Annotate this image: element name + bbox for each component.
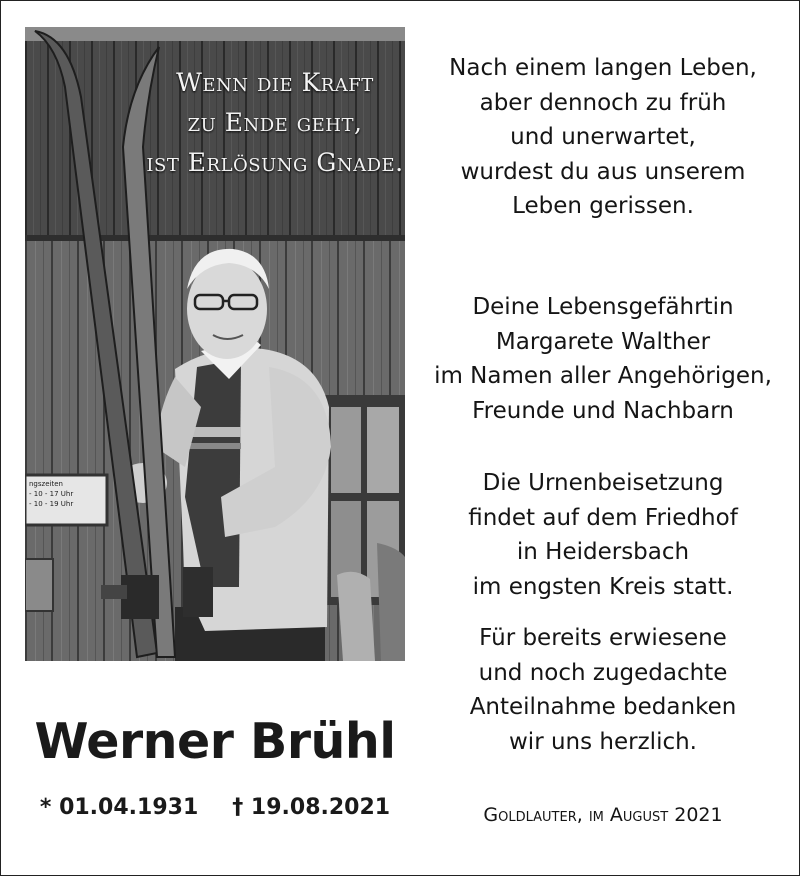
life-dates (25, 795, 405, 820)
text-block-thanks (411, 621, 795, 759)
text-line: und noch zugedachte (478, 659, 728, 686)
text-line: in Heidersbach (516, 539, 690, 565)
text-line: Margarete Walther (495, 328, 711, 355)
text-line: wir uns herzlich. (509, 728, 697, 755)
sign-line: - 10 - 19 Uhr (29, 500, 74, 508)
portrait-photo (25, 27, 405, 661)
text-line: im Namen aller Angehörigen, (434, 363, 772, 389)
quote-line: zu Ende geht, (187, 108, 363, 137)
death-date: † 19.08.2021 (232, 795, 391, 820)
text-line: Leben gerissen. (512, 193, 694, 219)
text-line: im engsten Kreis statt. (472, 573, 734, 600)
sign-line: - 10 - 17 Uhr (29, 490, 74, 498)
text-block-farewell (411, 51, 795, 224)
text-line: Die Urnenbeisetzung (482, 470, 724, 496)
text-line: findet auf dem Friedhof (468, 504, 738, 531)
text-block-mourners (411, 290, 795, 428)
info-sign (29, 479, 103, 509)
text-line: Freunde und Nachbarn (472, 397, 734, 424)
quote-line: ist Erlösung Gnade. (146, 148, 404, 177)
text-line: Anteilnahme bedanken (469, 694, 737, 720)
text-line: Nach einem langen Leben, (449, 55, 757, 81)
text-line: und unerwartet, (510, 124, 696, 150)
quote-line: Wenn die Kraft (176, 68, 374, 97)
place-and-date: Goldlauter, im August 2021 (483, 804, 723, 826)
sign-line: ngszeiten (29, 480, 63, 488)
text-line: wurdest du aus unserem (460, 158, 746, 185)
text-line: Für bereits erwiesene (479, 625, 727, 651)
deceased-name: Werner Brühl (34, 713, 396, 770)
text-line: Deine Lebensgefährtin (472, 294, 734, 320)
birth-date: * 01.04.1931 (39, 795, 199, 820)
photo-quote (125, 63, 405, 183)
text-block-burial (411, 466, 795, 604)
text-line: aber dennoch zu früh (479, 89, 727, 116)
